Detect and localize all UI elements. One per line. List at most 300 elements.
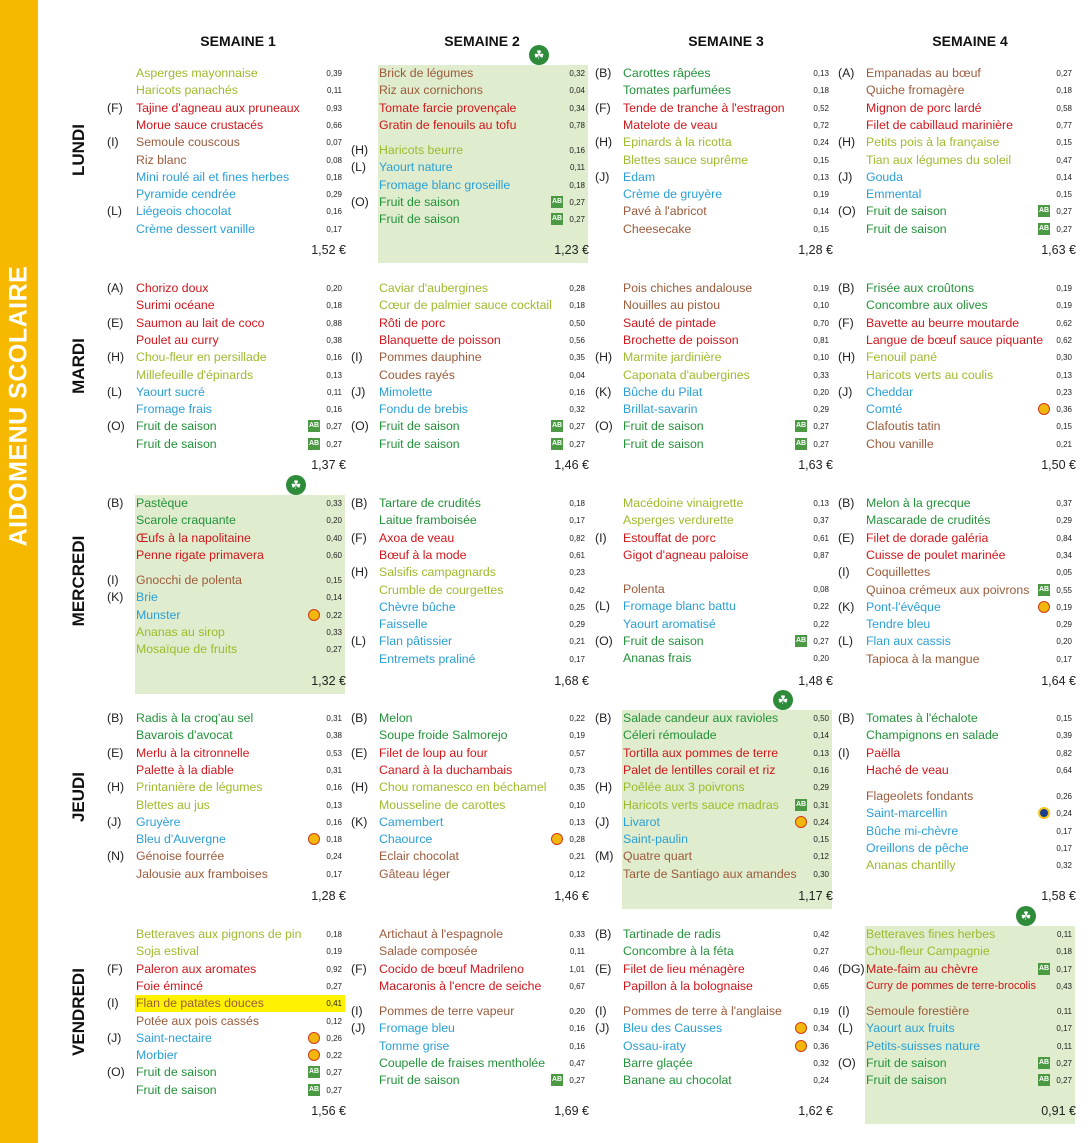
dish-name: Liégeois chocolat [136,204,232,219]
dish-price: 0,18 [813,86,829,96]
dish-price: 0,41 [326,999,342,1009]
dish-price: 0,27 [569,1076,585,1086]
dish-price: 0,30 [813,869,829,879]
diet-code: (M) [595,849,614,864]
menu-item [379,530,589,547]
dish-price: 0,35 [569,783,585,793]
dish-name: Palet de lentilles corail et riz [623,762,776,777]
dish-name: Riz aux cornichons [379,83,483,98]
dish-price: 0,18 [1056,86,1072,96]
menu-item [623,581,833,598]
menu-item [136,814,346,831]
cell-total: 1,56 € [311,1104,346,1118]
dish-name: Tomates parfumées [623,83,731,98]
dish-name: Fromage blanc groseille [379,177,511,192]
dish-price: 0,93 [326,103,342,113]
cell-total: 1,28 € [311,889,346,903]
dish-name: Brochette de poisson [623,332,739,347]
dish-name: Gouda [866,169,903,184]
diet-code: (I) [351,1004,363,1018]
menu-item [136,779,346,796]
dish-name: Pont-l'évêque [866,599,941,614]
menu-item [136,203,346,220]
menu-item [379,418,589,435]
dish-price: 0,28 [569,835,585,845]
dish-name: Fruit de saison [623,419,704,434]
dish-price: 0,17 [1056,1024,1072,1034]
dish-name: Fruit de saison [379,1073,460,1088]
diet-code: (L) [595,599,611,614]
dish-name: Quiche fromagère [866,83,965,98]
menu-item [623,349,833,366]
menu-item [623,65,833,82]
dish-price: 0,62 [1056,318,1072,328]
dish-name: Bavarois d'avocat [136,728,233,743]
dish-price: 0,62 [1056,335,1072,345]
diet-code: (B) [838,496,855,510]
menu-item [866,152,1076,169]
dish-price: 0,17 [569,516,585,526]
aop-seal-icon [795,816,807,828]
dish-price: 0,18 [326,835,342,845]
menu-item [866,100,1076,117]
dish-price: 0,37 [1056,499,1072,508]
dish-price: 0,33 [569,930,585,939]
dish-name: Salade candeur aux ravioles [623,711,779,725]
menu-item [136,384,346,401]
organic-ab-icon: AB [308,1066,320,1078]
menu-item [623,1003,833,1020]
diet-code: (E) [351,745,368,760]
diet-code: (DG) [838,961,865,976]
dish-price: 0,31 [326,765,342,775]
dish-name: Bûche du Pilat [623,384,703,399]
dish-name: Concombre à la féta [623,944,734,959]
dish-name: Ananas au sirop [136,624,225,639]
organic-ab-icon: AB [795,799,807,811]
menu-item [136,727,346,744]
diet-code: (H) [351,143,369,157]
dish-name: Tartare de crudités [379,496,481,510]
aop-seal-icon [308,1032,320,1044]
dish-name: Canard à la duchambais [379,762,513,777]
menu-item [623,1020,833,1037]
dish-price: 0,33 [326,627,342,637]
dish-price: 0,31 [326,714,342,723]
menu-item [866,332,1076,349]
menu-item [379,100,589,117]
dish-name: Yaourt sucré [136,384,205,399]
diet-code: (J) [595,1021,610,1036]
menu-item [866,599,1076,616]
dish-name: Millefeuille d'épinards [136,367,254,382]
diet-code: (I) [107,996,119,1011]
dish-price: 0,16 [326,207,342,217]
dish-price: 0,17 [1056,826,1072,836]
cell-total: 1,37 € [311,458,346,472]
menu-item [379,349,589,366]
dish-price: 0,16 [569,146,585,155]
dish-name: Crème dessert vanille [136,221,255,236]
cell-total: 1,52 € [311,243,346,257]
dish-price: 0,16 [326,817,342,827]
dish-price: 0,82 [1056,748,1072,758]
diet-code: (E) [838,530,855,545]
dish-name: Cheddar [866,384,914,399]
dish-name: Fromage blanc battu [623,599,736,614]
menu-item [866,547,1076,564]
menu-item [379,943,589,960]
dish-name: Caviar d'aubergines [379,281,488,295]
dish-name: Empanadas au bœuf [866,66,981,80]
menu-item [866,367,1076,384]
menu-item [379,797,589,814]
menu-item [379,779,589,796]
dish-price: 0,18 [569,499,585,508]
menu-item [623,831,833,848]
dish-name: Flageolets fondants [866,789,974,803]
dish-name: Penne rigate primavera [136,547,264,562]
dish-price: 0,27 [569,197,585,207]
dish-name: Fondu de brebis [379,402,468,417]
menu-item [866,315,1076,332]
diet-code: (O) [107,1065,125,1080]
menu-item [136,745,346,762]
menu-item [136,1013,346,1030]
dish-price: 0,07 [326,138,342,148]
dish-name: Edam [623,169,656,184]
dish-price: 0,26 [326,1033,342,1043]
dish-price: 0,12 [326,1016,342,1026]
dish-price: 0,84 [1056,533,1072,543]
dish-price: 0,13 [813,748,829,758]
dish-name: Ananas frais [623,651,692,666]
menu-item [623,797,833,814]
dish-price: 0,32 [569,69,585,78]
dish-price: 0,52 [813,103,829,113]
dish-name: Petits-suisses nature [866,1038,981,1053]
dish-name: Tende de tranche à l'estragon [623,100,785,115]
menu-item [136,186,346,203]
dish-name: Bleu des Causses [623,1021,723,1036]
vegetarian-leaf-icon: ☘ [286,475,306,495]
dish-price: 0,24 [813,817,829,827]
menu-item [136,349,346,366]
menu-item [136,418,346,435]
dish-name: Coquillettes [866,565,931,580]
dish-name: Poulet au curry [136,332,219,347]
cell-total: 1,63 € [798,458,833,472]
dish-name: Bleu d'Auvergne [136,832,226,847]
dish-price: 0,20 [569,1007,585,1016]
menu-item [623,814,833,831]
diet-code: (L) [838,1021,854,1036]
dish-price: 0,29 [569,620,585,630]
organic-ab-icon: AB [795,635,807,647]
dish-price: 0,19 [1056,301,1072,311]
dish-price: 0,18 [326,301,342,311]
dish-price: 0,46 [813,964,829,974]
dish-name: Champignons en salade [866,728,999,743]
menu-item [379,159,589,176]
diet-code: (O) [838,204,856,219]
dish-name: Frisée aux croûtons [866,281,974,295]
dish-price: 0,24 [813,138,829,148]
dish-name: Artichaut à l'espagnole [379,927,504,941]
dish-name: Coudes rayés [379,367,455,382]
dish-price: 0,29 [813,405,829,415]
dish-name: Tajine d'agneau aux pruneaux [136,100,300,115]
diet-code: (J) [107,1030,122,1045]
menu-item [866,926,1076,943]
week-header-1: SEMAINE 1 [200,33,276,49]
dish-price: 0,24 [1056,809,1072,819]
organic-ab-icon: AB [551,1074,563,1086]
menu-item [623,332,833,349]
day-label-lundi: LUNDI [69,124,88,176]
menu-item [379,315,589,332]
vegetarian-leaf-icon: ☘ [529,45,549,65]
dish-price: 0,15 [1056,190,1072,200]
cell-total: 1,48 € [798,674,833,688]
cell-total: 1,63 € [1041,243,1076,257]
diet-code: (E) [107,745,124,760]
menu-item [623,1055,833,1072]
dish-price: 0,08 [326,155,342,165]
diet-code: (F) [107,961,123,976]
menu-item [623,169,833,186]
dish-price: 0,66 [326,120,342,130]
dish-name: Marmite jardinière [623,350,722,365]
menu-item [866,1072,1076,1089]
organic-ab-icon: AB [308,438,320,450]
dish-name: Filet de cabillaud marinière [866,117,1013,132]
menu-item [379,814,589,831]
dish-name: Gigot d'agneau paloise [623,547,749,562]
dish-price: 0,10 [569,800,585,810]
day-label-vendredi: VENDREDI [69,968,88,1056]
organic-ab-icon: AB [795,420,807,432]
dish-price: 0,17 [569,654,585,664]
menu-item [866,788,1076,805]
dish-price: 0,34 [813,1024,829,1034]
vegetarian-leaf-icon: ☘ [1016,906,1036,926]
dish-price: 0,27 [326,981,342,991]
dish-name: Morbier [136,1048,178,1063]
menu-item [866,805,1076,822]
menu-item [623,495,833,512]
dish-price: 0,11 [1057,1041,1072,1051]
dish-price: 0,15 [1056,422,1072,432]
dish-name: Pommes dauphine [379,350,482,365]
dish-name: Crumble de courgettes [379,582,504,597]
dish-name: Emmental [866,187,922,202]
dish-name: Polenta [623,582,665,596]
dish-price: 0,16 [326,353,342,363]
dish-name: Melon [379,711,413,725]
dish-name: Paëlla [866,745,901,760]
dish-name: Asperges verdurette [623,513,734,528]
cell-total: 1,28 € [798,243,833,257]
dish-name: Pyramide cendrée [136,187,236,202]
dish-price: 0,10 [813,301,829,311]
dish-price: 0,12 [569,869,585,879]
dish-price: 0,58 [1056,103,1072,113]
dish-price: 0,16 [569,1041,585,1051]
dish-name: Oreillons de pêche [866,840,969,855]
dish-price: 0,70 [813,318,829,328]
dish-name: Mini roulé ail et fines herbes [136,169,290,184]
menu-item [379,564,589,581]
menu-item [623,203,833,220]
dish-price: 0,10 [813,353,829,363]
dish-name: Haricots panachés [136,83,238,98]
diet-code: (E) [107,315,124,330]
dish-price: 0,27 [569,215,585,225]
diet-code: (J) [351,1021,366,1036]
diet-code: (O) [351,194,369,209]
dish-name: Fruit de saison [379,212,460,227]
diet-code: (H) [107,350,125,365]
dish-name: Haché de veau [866,762,949,777]
organic-ab-icon: AB [1038,584,1050,596]
dish-name: Radis à la croq'au sel [136,711,254,725]
diet-code: (B) [838,281,855,295]
dish-name: Filet de dorade galéria [866,530,989,545]
dish-price: 0,13 [813,172,829,182]
dish-price: 0,50 [813,714,829,723]
menu-item [623,616,833,633]
diet-code: (B) [838,711,855,725]
dish-name: Camembert [379,814,444,829]
menu-item [379,978,589,995]
diet-code: (H) [351,780,369,795]
dish-price: 0,05 [1056,568,1072,578]
dish-name: Riz blanc [136,152,187,167]
diet-code: (I) [838,745,850,760]
menu-item [866,436,1076,453]
dish-price: 0,87 [813,550,829,560]
dish-price: 0,04 [569,370,585,380]
dish-name: Fruit de saison [136,436,217,451]
dish-name: Fruit de saison [623,633,704,648]
dish-name: Nouilles au pistou [623,298,721,313]
week-header-2: SEMAINE 2 [444,33,520,49]
dish-name: Printanière de légumes [136,780,263,795]
dish-name: Génoise fourrée [136,849,225,864]
menu-item [379,142,589,159]
dish-name: Surimi océane [136,298,215,313]
dish-price: 0,57 [569,748,585,758]
menu-item [623,530,833,547]
dish-price: 0,38 [326,731,342,741]
dish-price: 0,53 [326,748,342,758]
dish-price: 0,21 [1056,439,1072,449]
menu-item [136,978,346,995]
dish-price: 0,11 [1057,1007,1072,1016]
menu-item [136,797,346,814]
diet-code: (I) [107,135,119,150]
dish-name: Pois chiches andalouse [623,281,753,295]
dish-price: 0,11 [1057,930,1072,939]
dish-price: 0,40 [326,533,342,543]
cell-total: 1,62 € [798,1104,833,1118]
organic-ab-icon: AB [551,438,563,450]
menu-item [866,633,1076,650]
dish-price: 0,29 [1056,620,1072,630]
dish-name: Chou vanille [866,436,934,451]
organic-ab-icon: AB [1038,223,1050,235]
dish-name: Cocido de bœuf Madrileno [379,961,524,976]
dish-price: 0,20 [326,284,342,293]
cell-total: 1,64 € [1041,674,1076,688]
dish-name: Flan aux cassis [866,634,951,649]
diet-code: (A) [107,281,124,295]
menu-item [379,367,589,384]
dish-price: 0,11 [327,86,342,96]
dish-price: 0,24 [326,852,342,862]
dish-price: 0,25 [569,602,585,612]
dish-price: 0,16 [813,765,829,775]
dish-price: 0,81 [813,335,829,345]
dish-name: Chou-fleur en persillade [136,350,267,365]
diet-code: (H) [595,780,613,795]
dish-name: Fruit de saison [866,204,947,219]
dish-price: 0,42 [569,585,585,595]
menu-item [866,978,1076,995]
dish-price: 0,14 [813,731,829,741]
dish-name: Entremets praliné [379,651,476,666]
day-label-mercredi: MERCREDI [69,535,88,627]
dish-name: Tartinade de radis [623,927,721,941]
diet-code: (L) [351,634,367,649]
dish-name: Concombre aux olives [866,298,988,313]
dish-price: 0,22 [813,602,829,612]
dish-price: 0,42 [813,930,829,939]
diet-code: (B) [351,711,368,725]
dish-name: Tomme grise [379,1038,450,1053]
menu-item [623,779,833,796]
dish-name: Matelote de veau [623,117,718,132]
dish-name: Filet de loup au four [379,745,488,760]
menu-item [136,280,346,297]
dish-price: 0,47 [569,1058,585,1068]
label-rouge-icon [1038,807,1050,819]
cell-total: 1,17 € [798,889,833,903]
dish-price: 0,20 [326,516,342,526]
dish-name: Soja estival [136,944,199,959]
dish-name: Gnocchi de polenta [136,573,242,587]
dish-price: 0,32 [1056,861,1072,871]
diet-code: (F) [107,100,123,115]
menu-item [136,1064,346,1081]
diet-code: (L) [351,160,367,175]
diet-code: (J) [107,814,122,829]
menu-item [866,745,1076,762]
dish-price: 0,23 [1056,387,1072,397]
dish-price: 0,39 [326,69,342,78]
dish-price: 0,18 [326,930,342,939]
menu-item [866,82,1076,99]
diet-code: (A) [838,66,855,80]
dish-price: 0,19 [813,190,829,200]
dish-price: 0,61 [569,550,585,560]
dish-name: Foie émincé [136,978,203,993]
dish-price: 0,13 [326,370,342,380]
dish-price: 0,88 [326,318,342,328]
menu-item [136,117,346,134]
cell-total: 1,69 € [554,1104,589,1118]
